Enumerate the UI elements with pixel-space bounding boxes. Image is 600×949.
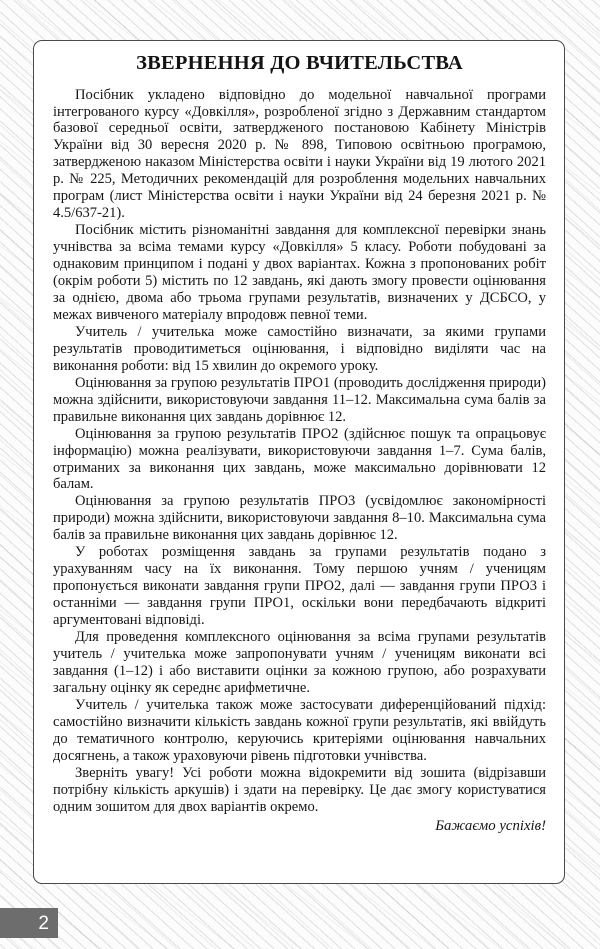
body-paragraph: Учитель / учителька також може застосувати диференційований підхід: самостійно визначити кількість завдань кожної групи результатів, які ввійдуть до тематичного контролю, керуючись критеріями оцінювання навчальних досягнень, а також ураховуючи рівень підготовки учнівства. — [53, 696, 546, 764]
body-paragraph: Оцінювання за групою результатів ПРО3 (усвідомлює закономірності природи) можна здійснити, використовуючи завдання 8–10. Максимальна сума балів за правильне виконання цих завдань дорівнює 12. — [53, 493, 546, 544]
closing-signature: Бажаємо успіхів! — [435, 817, 546, 834]
body-paragraph: Посібник містить різноманітні завдання для комплексної перевірки знань учнівства за всіма темами курсу «Довкілля» 5 класу. Роботи побудовані за однаковим принципом і подані у двох варіантах. Кожна з пропонованих робіт (окрім роботи 5) містить по 12 завдань, які дають змогу провести оцінювання за однією, двома або трьома групами результатів, визначених у ДСБСО, у межах вивченого матеріалу впродовж певної теми. — [53, 222, 546, 323]
content-card — [33, 40, 565, 884]
body-paragraph: Учитель / учителька може самостійно визначати, за якими групами результатів проводитиметься оцінювання, і відповідно виділяти час на виконання роботи: від 15 хвилин до окремого уроку. — [53, 323, 546, 374]
body-paragraph: Оцінювання за групою результатів ПРО1 (проводить дослідження природи) можна здійснити, використовуючи завдання 11–12. Максимальна сума балів за правильне виконання цих завдань дорівнює 12. — [53, 374, 546, 425]
body-paragraph: У роботах розміщення завдань за групами результатів подано з урахуванням часу на їх виконання. Тому першою учням / ученицям пропонується виконати завдання групи ПРО2, далі — завдання групи ПРО3 і останніми — завдання групи ПРО1, оскільки вони передбачають відкриті аргументовані відповіді. — [53, 544, 546, 629]
body-paragraph: Зверніть увагу! Усі роботи можна відокремити від зошита (відрізавши потрібну кількість аркушів) і здати на перевірку. Це дає змогу користуватися одним зошитом для двох варіантів окремо. — [53, 764, 546, 815]
body-paragraph: Посібник укладено відповідно до модельної навчальної програми інтегрованого курсу «Довкілля», розробленої згідно з Державним стандартом базової середньої освіти, затвердженого постановою Кабінету Міністрів України від 30 вересня 2020 р. № 898, Типовою освітньою програмою, затвердженою наказом Міністерства освіти і науки України від 19 лютого 2021 р. № 225, Методичних рекомендацій для розроблення модельних навчальних програм (лист Міністерства освіти і науки України від 24 березня 2021 р. № 4.5/637-21). — [53, 86, 546, 222]
paragraph-list — [53, 87, 546, 816]
page-number-label: 2 — [38, 912, 49, 934]
page-number-tab — [0, 908, 58, 938]
body-paragraph: Для проведення комплексного оцінювання за всіма групами результатів учитель / учителька може запропонувати учням / ученицям виконати всі завдання (1–12) і або виставити оцінки за кожною групою, або розрахувати загальну оцінку як середнє арифметичне. — [53, 629, 546, 696]
body-paragraph: Оцінювання за групою результатів ПРО2 (здійснює пошук та опрацьовує інформацію) можна реалізувати, використовуючи завдання 1–7. Сума балів, отриманих за виконання цих завдань, може максимально дорівнювати 12 балам. — [53, 425, 546, 493]
page-title: ЗВЕРНЕННЯ ДО ВЧИТЕЛЬСТВА — [136, 52, 463, 74]
